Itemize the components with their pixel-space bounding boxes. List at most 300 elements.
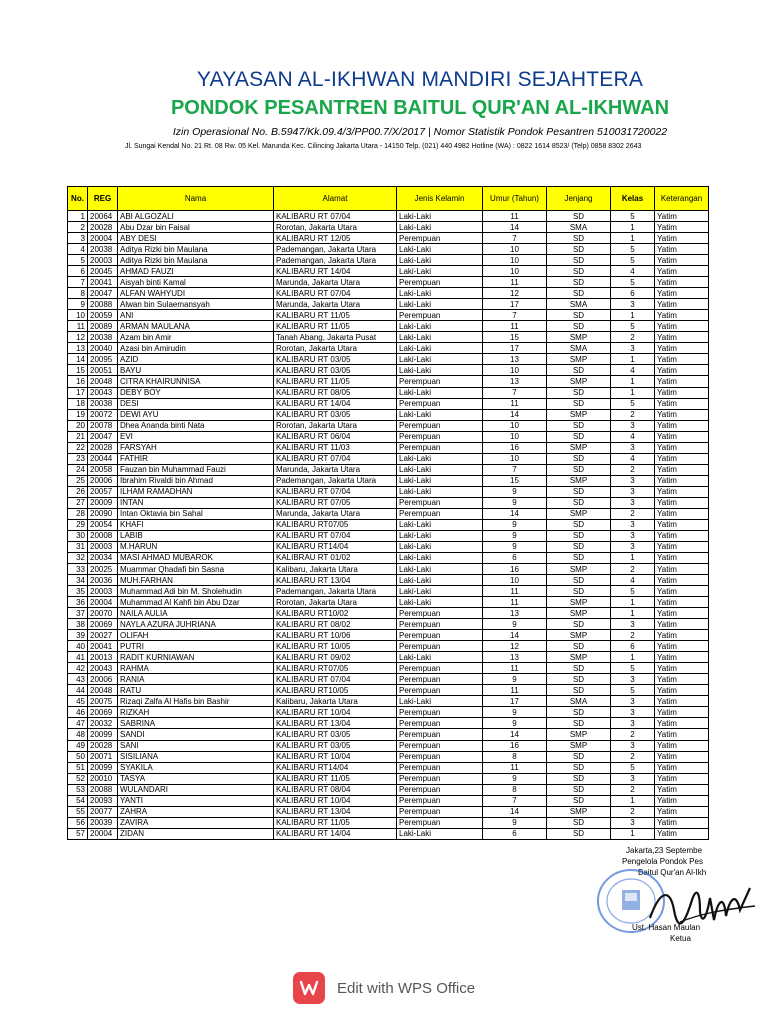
cell-no: 13: [68, 343, 88, 354]
cell-jenis-kelamin: Perempuan: [397, 751, 483, 762]
cell-keterangan: Yatim: [655, 464, 709, 475]
cell-jenjang: SD: [547, 773, 611, 784]
cell-keterangan: Yatim: [655, 453, 709, 464]
cell-jenjang: SD: [547, 277, 611, 288]
cell-kelas: 3: [611, 674, 655, 685]
cell-umur: 14: [483, 409, 547, 420]
cell-umur: 9: [483, 817, 547, 828]
cell-keterangan: Yatim: [655, 586, 709, 597]
cell-jenjang: SMP: [547, 740, 611, 751]
cell-nama: ABY DESI: [118, 233, 274, 244]
cell-no: 8: [68, 288, 88, 299]
cell-reg: 20028: [88, 740, 118, 751]
cell-kelas: 3: [611, 299, 655, 310]
cell-alamat: Kalibaru, Jakarta Utara: [274, 564, 397, 575]
table-row: [68, 464, 709, 475]
table-row: [68, 586, 709, 597]
table-row: [68, 508, 709, 519]
cell-jenjang: SMP: [547, 564, 611, 575]
table-row: [68, 564, 709, 575]
cell-jenis-kelamin: Laki-Laki: [397, 552, 483, 563]
cell-umur: 7: [483, 310, 547, 321]
cell-jenis-kelamin: Laki-Laki: [397, 354, 483, 365]
cell-umur: 14: [483, 508, 547, 519]
cell-nama: ILHAM RAMADHAN: [118, 486, 274, 497]
cell-jenis-kelamin: Perempuan: [397, 442, 483, 453]
cell-reg: 20089: [88, 321, 118, 332]
cell-jenjang: SD: [547, 541, 611, 552]
table-row: [68, 288, 709, 299]
cell-keterangan: Yatim: [655, 321, 709, 332]
cell-no: 39: [68, 630, 88, 641]
table-row: [68, 685, 709, 696]
cell-nama: ANI: [118, 310, 274, 321]
cell-reg: 20045: [88, 266, 118, 277]
cell-jenjang: SD: [547, 784, 611, 795]
cell-alamat: KALIBARU RT 10/04: [274, 751, 397, 762]
cell-keterangan: Yatim: [655, 751, 709, 762]
cell-jenjang: SMP: [547, 332, 611, 343]
cell-keterangan: Yatim: [655, 652, 709, 663]
cell-keterangan: Yatim: [655, 431, 709, 442]
cell-keterangan: Yatim: [655, 365, 709, 376]
table-row: [68, 806, 709, 817]
table-row: [68, 575, 709, 586]
cell-no: 22: [68, 442, 88, 453]
cell-jenis-kelamin: Laki-Laki: [397, 652, 483, 663]
cell-reg: 20006: [88, 475, 118, 486]
cell-keterangan: Yatim: [655, 685, 709, 696]
table-row: [68, 597, 709, 608]
cell-no: 45: [68, 696, 88, 707]
cell-keterangan: Yatim: [655, 608, 709, 619]
cell-alamat: KALIBARU RT 10/04: [274, 707, 397, 718]
cell-no: 33: [68, 564, 88, 575]
cell-kelas: 4: [611, 431, 655, 442]
cell-jenis-kelamin: Laki-Laki: [397, 244, 483, 255]
cell-jenjang: SD: [547, 387, 611, 398]
cell-reg: 20027: [88, 630, 118, 641]
cell-kelas: 2: [611, 806, 655, 817]
table-row: [68, 773, 709, 784]
cell-reg: 20013: [88, 652, 118, 663]
cell-nama: Alwan bin Sulaemansyah: [118, 299, 274, 310]
cell-no: 41: [68, 652, 88, 663]
cell-reg: 20010: [88, 773, 118, 784]
cell-alamat: Rorotan, Jakarta Utara: [274, 597, 397, 608]
cell-nama: SABRINA: [118, 718, 274, 729]
cell-jenjang: SMP: [547, 442, 611, 453]
cell-umur: 13: [483, 354, 547, 365]
cell-no: 14: [68, 354, 88, 365]
cell-no: 29: [68, 519, 88, 530]
cell-no: 46: [68, 707, 88, 718]
cell-nama: LABIB: [118, 530, 274, 541]
cell-nama: INTAN: [118, 497, 274, 508]
cell-keterangan: Yatim: [655, 552, 709, 563]
table-row: [68, 277, 709, 288]
cell-no: 49: [68, 740, 88, 751]
table-row: [68, 663, 709, 674]
cell-no: 5: [68, 255, 88, 266]
cell-alamat: KALIBARU RT 14/04: [274, 398, 397, 409]
cell-reg: 20059: [88, 310, 118, 321]
cell-reg: 20048: [88, 685, 118, 696]
cell-reg: 20004: [88, 828, 118, 839]
wps-logo-icon: [293, 972, 325, 1004]
cell-jenis-kelamin: Perempuan: [397, 806, 483, 817]
cell-no: 37: [68, 608, 88, 619]
cell-kelas: 6: [611, 288, 655, 299]
cell-alamat: KALIBARU RT 03/05: [274, 354, 397, 365]
cell-nama: Fauzan bin Muhammad Fauzi: [118, 464, 274, 475]
cell-jenjang: SD: [547, 255, 611, 266]
cell-keterangan: Yatim: [655, 707, 709, 718]
cell-alamat: KALIBARU RT 07/04: [274, 453, 397, 464]
cell-alamat: KALIBARU RT 10/06: [274, 630, 397, 641]
cell-keterangan: Yatim: [655, 211, 709, 222]
cell-kelas: 3: [611, 442, 655, 453]
cell-reg: 20077: [88, 806, 118, 817]
cell-umur: 6: [483, 552, 547, 563]
cell-umur: 7: [483, 795, 547, 806]
cell-umur: 9: [483, 530, 547, 541]
cell-jenis-kelamin: Laki-Laki: [397, 211, 483, 222]
cell-umur: 7: [483, 464, 547, 475]
table-row: [68, 244, 709, 255]
cell-jenjang: SMP: [547, 508, 611, 519]
cell-no: 53: [68, 784, 88, 795]
table-row: [68, 299, 709, 310]
cell-jenis-kelamin: Perempuan: [397, 431, 483, 442]
cell-nama: Rizaqi Zalfa Al Hafis bin Bashir: [118, 696, 274, 707]
cell-nama: DEBY BOY: [118, 387, 274, 398]
cell-nama: Intan Oktavia bin Sahal: [118, 508, 274, 519]
cell-reg: 20039: [88, 817, 118, 828]
cell-umur: 14: [483, 729, 547, 740]
cell-no: 35: [68, 586, 88, 597]
table-row: [68, 321, 709, 332]
cell-umur: 10: [483, 453, 547, 464]
cell-jenjang: SMP: [547, 652, 611, 663]
cell-no: 32: [68, 552, 88, 563]
cell-reg: 20028: [88, 222, 118, 233]
cell-no: 25: [68, 475, 88, 486]
cell-umur: 9: [483, 773, 547, 784]
cell-keterangan: Yatim: [655, 310, 709, 321]
cell-kelas: 3: [611, 619, 655, 630]
cell-nama: OLIFAH: [118, 630, 274, 641]
cell-jenjang: SD: [547, 233, 611, 244]
cell-kelas: 2: [611, 464, 655, 475]
cell-kelas: 1: [611, 828, 655, 839]
signature-institution: Baitul Qur'an Al-Ikh: [638, 868, 707, 877]
cell-jenjang: SD: [547, 431, 611, 442]
cell-kelas: 3: [611, 773, 655, 784]
cell-nama: Muhammad Al Kahfi bin Abu Dzar: [118, 597, 274, 608]
cell-keterangan: Yatim: [655, 795, 709, 806]
cell-jenjang: SD: [547, 707, 611, 718]
cell-reg: 20032: [88, 718, 118, 729]
cell-nama: MASI AHMAD MUBAROK: [118, 552, 274, 563]
table-row: [68, 619, 709, 630]
cell-kelas: 3: [611, 497, 655, 508]
cell-jenis-kelamin: Perempuan: [397, 784, 483, 795]
cell-umur: 13: [483, 608, 547, 619]
cell-alamat: KALIBARU RT14/04: [274, 762, 397, 773]
cell-reg: 20040: [88, 343, 118, 354]
table-row: [68, 674, 709, 685]
cell-keterangan: Yatim: [655, 420, 709, 431]
table-row: [68, 740, 709, 751]
cell-reg: 20028: [88, 442, 118, 453]
cell-nama: ALFAN WAHYUDI: [118, 288, 274, 299]
cell-jenjang: SD: [547, 365, 611, 376]
cell-kelas: 6: [611, 641, 655, 652]
cell-kelas: 3: [611, 707, 655, 718]
cell-keterangan: Yatim: [655, 255, 709, 266]
address-line: Jl. Sungai Kendal No. 21 Rt. 08 Rw. 05 Kel. Marunda Kec. Cilincing Jakarta Utara - 14150 Telp. (021) 440 4982 Hotline (WA) : 0822 1614 8523/ (Telp) 0858 8302 2643: [125, 143, 642, 150]
cell-jenjang: SD: [547, 552, 611, 563]
column-header-nama: Nama: [118, 187, 274, 211]
cell-jenis-kelamin: Perempuan: [397, 762, 483, 773]
cell-alamat: KALIBARU RT07/05: [274, 663, 397, 674]
cell-kelas: 5: [611, 277, 655, 288]
cell-no: 17: [68, 387, 88, 398]
table-row: [68, 751, 709, 762]
cell-alamat: KALIBARU RT 07/04: [274, 288, 397, 299]
table-row: [68, 519, 709, 530]
cell-umur: 11: [483, 586, 547, 597]
table-row: [68, 365, 709, 376]
cell-umur: 9: [483, 519, 547, 530]
signature-role: Pengelola Pondok Pes: [622, 857, 703, 866]
cell-alamat: KALIBARU RT 11/05: [274, 376, 397, 387]
cell-kelas: 2: [611, 409, 655, 420]
cell-jenis-kelamin: Perempuan: [397, 630, 483, 641]
cell-jenis-kelamin: Perempuan: [397, 740, 483, 751]
cell-kelas: 1: [611, 387, 655, 398]
cell-keterangan: Yatim: [655, 564, 709, 575]
cell-no: 23: [68, 453, 88, 464]
cell-umur: 16: [483, 564, 547, 575]
cell-reg: 20034: [88, 552, 118, 563]
cell-reg: 20004: [88, 597, 118, 608]
cell-no: 10: [68, 310, 88, 321]
cell-no: 1: [68, 211, 88, 222]
cell-alamat: Tanah Abang, Jakarta Pusat: [274, 332, 397, 343]
cell-kelas: 5: [611, 398, 655, 409]
cell-keterangan: Yatim: [655, 784, 709, 795]
cell-kelas: 5: [611, 255, 655, 266]
signature-name: Ust. Hasan Maulan: [632, 923, 701, 932]
cell-reg: 20047: [88, 431, 118, 442]
table-row: [68, 354, 709, 365]
cell-nama: SANDI: [118, 729, 274, 740]
cell-keterangan: Yatim: [655, 740, 709, 751]
table-row: [68, 222, 709, 233]
cell-jenjang: SD: [547, 586, 611, 597]
cell-nama: AHMAD FAUZI: [118, 266, 274, 277]
cell-jenis-kelamin: Laki-Laki: [397, 597, 483, 608]
cell-nama: SYAKILA: [118, 762, 274, 773]
cell-keterangan: Yatim: [655, 696, 709, 707]
cell-umur: 6: [483, 828, 547, 839]
cell-kelas: 5: [611, 211, 655, 222]
cell-keterangan: Yatim: [655, 354, 709, 365]
cell-no: 44: [68, 685, 88, 696]
cell-alamat: KALIBARU RT14/04: [274, 541, 397, 552]
cell-keterangan: Yatim: [655, 718, 709, 729]
cell-umur: 14: [483, 806, 547, 817]
cell-kelas: 1: [611, 310, 655, 321]
cell-no: 16: [68, 376, 88, 387]
cell-no: 36: [68, 597, 88, 608]
cell-keterangan: Yatim: [655, 674, 709, 685]
cell-no: 6: [68, 266, 88, 277]
cell-no: 56: [68, 817, 88, 828]
cell-jenis-kelamin: Perempuan: [397, 773, 483, 784]
edit-with-wps-button[interactable]: [293, 972, 475, 1004]
cell-no: 28: [68, 508, 88, 519]
cell-jenjang: SMP: [547, 597, 611, 608]
cell-reg: 20099: [88, 762, 118, 773]
cell-nama: MUH.FARHAN: [118, 575, 274, 586]
cell-jenjang: SD: [547, 244, 611, 255]
cell-alamat: Rorotan, Jakarta Utara: [274, 222, 397, 233]
cell-alamat: KALIBARU RT 07/04: [274, 211, 397, 222]
cell-reg: 20004: [88, 233, 118, 244]
cell-no: 26: [68, 486, 88, 497]
cell-nama: EVI: [118, 431, 274, 442]
cell-nama: CITRA KHAIRUNNISA: [118, 376, 274, 387]
cell-jenis-kelamin: Laki-Laki: [397, 564, 483, 575]
cell-jenis-kelamin: Laki-Laki: [397, 255, 483, 266]
cell-reg: 20041: [88, 277, 118, 288]
table-row: [68, 387, 709, 398]
table-row: [68, 497, 709, 508]
cell-jenis-kelamin: Perempuan: [397, 795, 483, 806]
cell-kelas: 5: [611, 685, 655, 696]
cell-jenjang: SD: [547, 211, 611, 222]
cell-keterangan: Yatim: [655, 244, 709, 255]
cell-umur: 10: [483, 266, 547, 277]
cell-alamat: Pademangan, Jakarta Utara: [274, 475, 397, 486]
cell-jenis-kelamin: Laki-Laki: [397, 464, 483, 475]
cell-alamat: Rorotan, Jakarta Utara: [274, 343, 397, 354]
cell-jenjang: SD: [547, 718, 611, 729]
table-row: [68, 541, 709, 552]
cell-reg: 20008: [88, 530, 118, 541]
cell-keterangan: Yatim: [655, 266, 709, 277]
cell-kelas: 1: [611, 652, 655, 663]
cell-keterangan: Yatim: [655, 806, 709, 817]
cell-umur: 7: [483, 387, 547, 398]
cell-reg: 20043: [88, 387, 118, 398]
table-row: [68, 630, 709, 641]
cell-keterangan: Yatim: [655, 299, 709, 310]
cell-alamat: KALIBARU RT 07/04: [274, 530, 397, 541]
table-row: [68, 255, 709, 266]
cell-kelas: 3: [611, 541, 655, 552]
cell-no: 40: [68, 641, 88, 652]
cell-kelas: 5: [611, 663, 655, 674]
cell-no: 20: [68, 420, 88, 431]
student-table: [67, 186, 709, 840]
cell-kelas: 1: [611, 597, 655, 608]
cell-umur: 9: [483, 497, 547, 508]
table-row: [68, 718, 709, 729]
cell-no: 21: [68, 431, 88, 442]
cell-no: 15: [68, 365, 88, 376]
cell-keterangan: Yatim: [655, 497, 709, 508]
cell-jenjang: SD: [547, 497, 611, 508]
cell-umur: 10: [483, 431, 547, 442]
cell-no: 38: [68, 619, 88, 630]
cell-kelas: 5: [611, 762, 655, 773]
cell-umur: 11: [483, 211, 547, 222]
cell-alamat: KALIBARU RT 11/05: [274, 817, 397, 828]
cell-alamat: KALIBARU RT 08/05: [274, 387, 397, 398]
cell-reg: 20048: [88, 376, 118, 387]
cell-keterangan: Yatim: [655, 508, 709, 519]
cell-reg: 20090: [88, 508, 118, 519]
cell-no: 55: [68, 806, 88, 817]
column-header-reg: REG: [88, 187, 118, 211]
cell-nama: TASYA: [118, 773, 274, 784]
cell-keterangan: Yatim: [655, 442, 709, 453]
table-row: [68, 376, 709, 387]
cell-jenjang: SMP: [547, 806, 611, 817]
cell-no: 54: [68, 795, 88, 806]
cell-no: 30: [68, 530, 88, 541]
cell-nama: RIZKAH: [118, 707, 274, 718]
cell-nama: NAILA AULIA: [118, 608, 274, 619]
cell-keterangan: Yatim: [655, 233, 709, 244]
cell-nama: RAHMA: [118, 663, 274, 674]
cell-jenis-kelamin: Perempuan: [397, 718, 483, 729]
table-row: [68, 552, 709, 563]
cell-alamat: KALIBARU RT07/05: [274, 519, 397, 530]
cell-nama: Azasi bin Amirudin: [118, 343, 274, 354]
cell-alamat: KALIBARU RT 10/05: [274, 641, 397, 652]
cell-alamat: KALIBARU RT 13/04: [274, 806, 397, 817]
table-row: [68, 696, 709, 707]
cell-nama: Abu Dzar bin Faisal: [118, 222, 274, 233]
cell-alamat: KALIBARU RT 13/04: [274, 575, 397, 586]
cell-jenis-kelamin: Perempuan: [397, 608, 483, 619]
cell-keterangan: Yatim: [655, 409, 709, 420]
cell-no: 19: [68, 409, 88, 420]
cell-kelas: 2: [611, 564, 655, 575]
cell-alamat: Marunda, Jakarta Utara: [274, 464, 397, 475]
cell-alamat: KALIBARU RT 03/05: [274, 409, 397, 420]
cell-umur: 11: [483, 398, 547, 409]
cell-jenjang: SD: [547, 464, 611, 475]
cell-umur: 10: [483, 420, 547, 431]
cell-keterangan: Yatim: [655, 619, 709, 630]
cell-umur: 11: [483, 762, 547, 773]
cell-nama: Muhammad Adi bin M. Sholehudin: [118, 586, 274, 597]
cell-jenis-kelamin: Laki-Laki: [397, 332, 483, 343]
cell-reg: 20043: [88, 663, 118, 674]
cell-umur: 10: [483, 255, 547, 266]
cell-no: 42: [68, 663, 88, 674]
cell-umur: 10: [483, 244, 547, 255]
cell-no: 31: [68, 541, 88, 552]
cell-kelas: 4: [611, 575, 655, 586]
table-body: [68, 211, 709, 840]
